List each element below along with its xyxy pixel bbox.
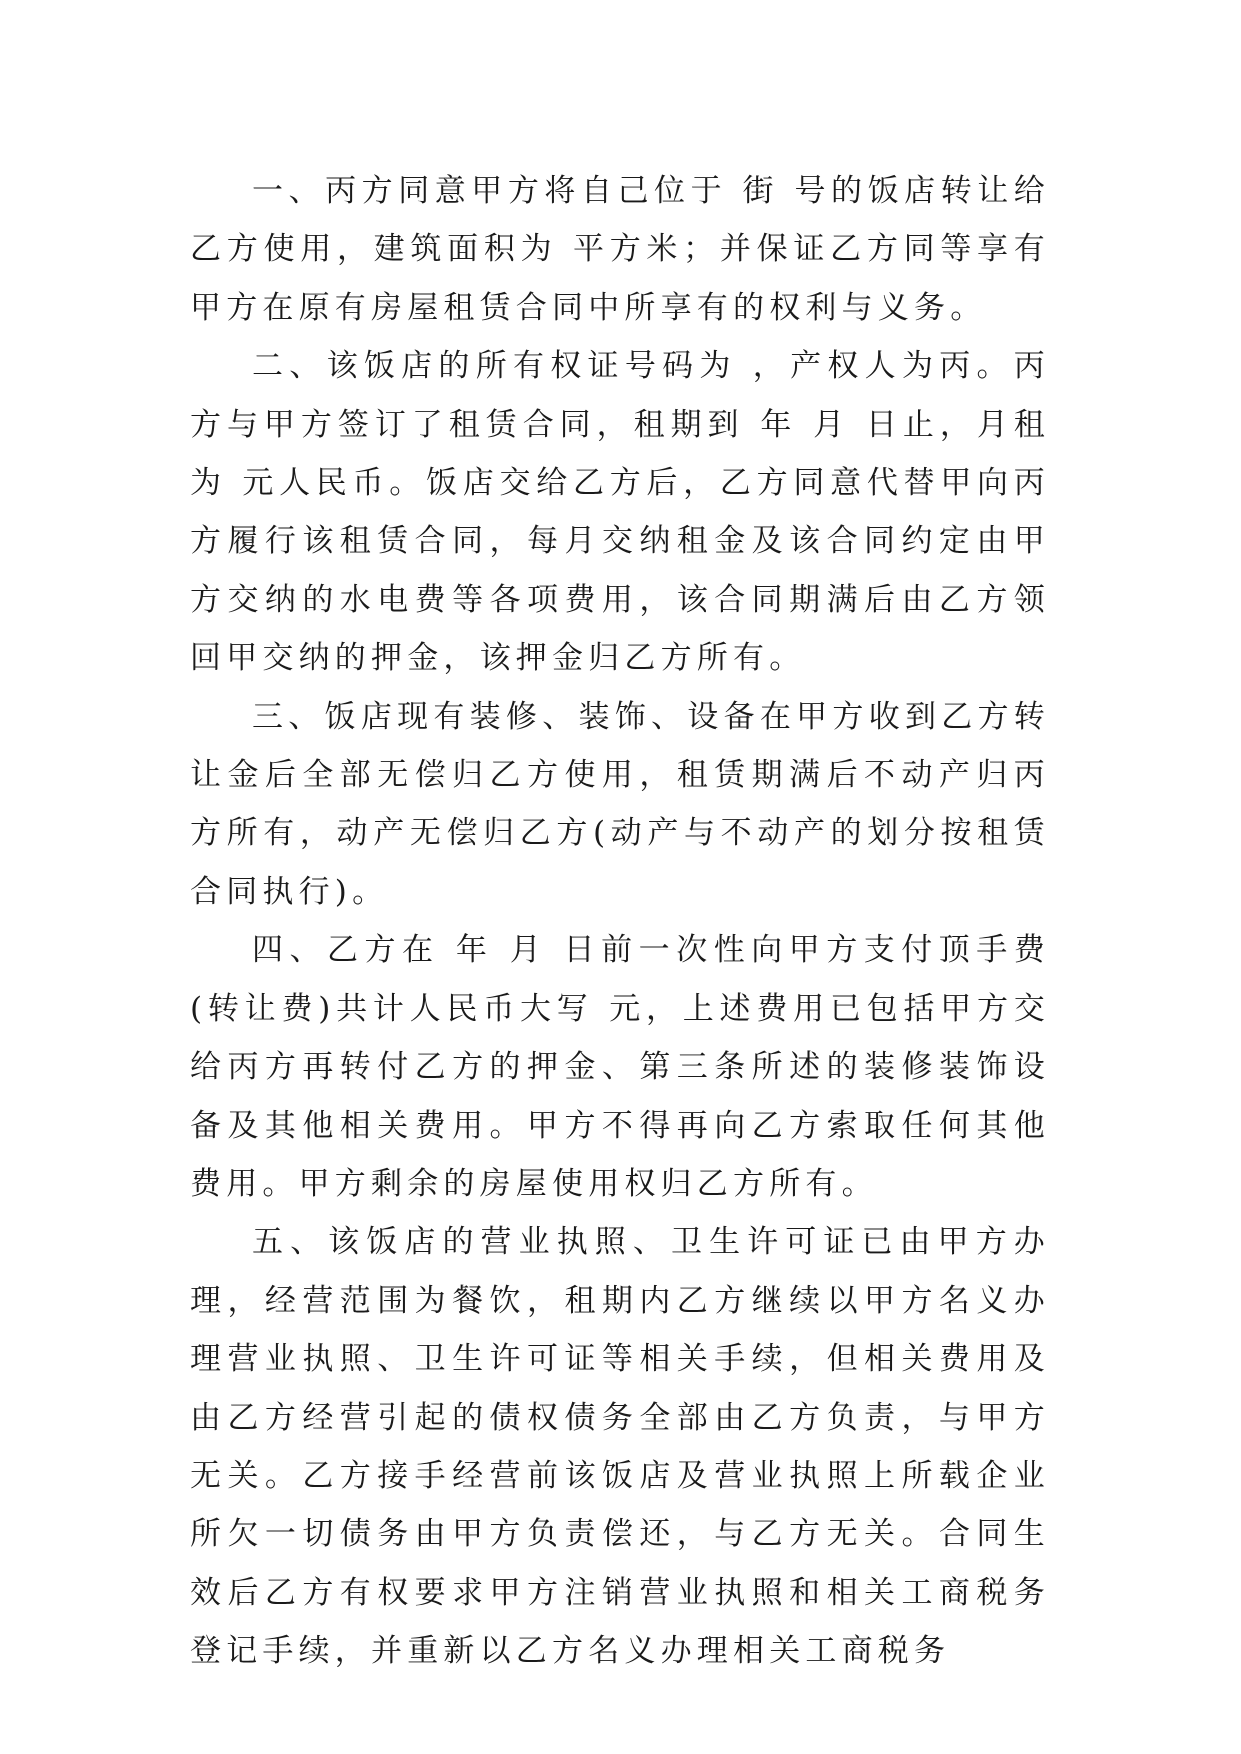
clause-2: 二、该饭店的所有权证号码为 ，产权人为丙。丙方与甲方签订了租赁合同，租期到 年 月 日止，月租为 元人民币。饭店交给乙方后，乙方同意代替甲向丙方履行该租赁合同，每月交纳租金及该合同约定由甲方交纳的水电费等各项费用，该合同期满后由乙方领回甲交纳的押金，该押金归乙方所有。 — [190, 348, 1050, 677]
clause-3: 三、饭店现有装修、装饰、设备在甲方收到乙方转让金后全部无偿归乙方使用，租赁期满后不动产归丙方所有，动产无偿归乙方(动产与不动产的划分按租赁合同执行)。 — [190, 698, 1050, 910]
clause-4: 四、乙方在 年 月 日前一次性向甲方支付顶手费(转让费)共计人民币大写 元，上述费用已包括甲方交给丙方再转付乙方的押金、第三条所述的装修装饰设备及其他相关费用。甲方不得再向乙方索取任何其他费用。甲方剩余的房屋使用权归乙方所有。 — [190, 932, 1050, 1202]
clause-1: 一、丙方同意甲方将自己位于 街 号的饭店转让给乙方使用，建筑面积为 平方米；并保证乙方同等享有甲方在原有房屋租赁合同中所享有的权利与义务。 — [190, 173, 1050, 326]
clause-5: 五、该饭店的营业执照、卫生许可证已由甲方办理，经营范围为餐饮，租期内乙方继续以甲方名义办理营业执照、卫生许可证等相关手续，但相关费用及由乙方经营引起的债权债务全部由乙方负责，与甲方无关。乙方接手经营前该饭店及营业执照上所载企业所欠一切债务由甲方负责偿还，与乙方无关。合同生效后乙方有权要求甲方注销营业执照和相关工商税务登记手续，并重新以乙方名义办理相关工商税务 — [190, 1224, 1050, 1670]
contract-body — [190, 162, 1050, 1681]
